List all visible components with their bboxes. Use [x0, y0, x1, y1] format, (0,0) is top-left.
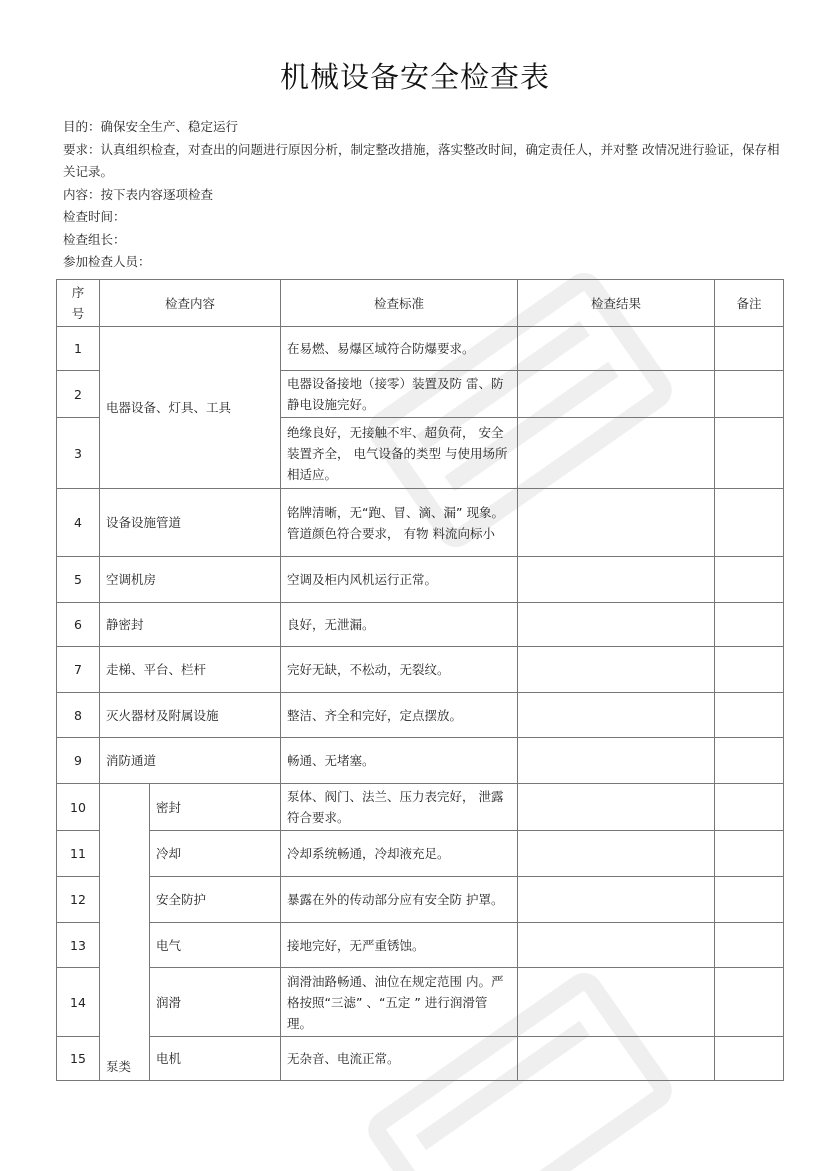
row-content: 安全防护	[150, 877, 281, 923]
result-cell[interactable]	[518, 647, 715, 693]
row-no: 8	[57, 693, 100, 738]
remark-cell[interactable]	[715, 603, 784, 647]
result-cell[interactable]	[518, 693, 715, 738]
row-content: 电气	[150, 923, 281, 968]
row-standard: 泵体、阀门、法兰、压力表完好， 泄露符合要求。	[281, 784, 518, 831]
table-header-row	[57, 280, 784, 327]
row-standard: 完好无缺，不松动，无裂纹。	[281, 647, 518, 693]
row-no: 3	[57, 418, 100, 489]
intro-content: 内容：按下表内容逐项检查	[63, 186, 214, 202]
row-no: 4	[57, 489, 100, 557]
group-pump: 泵类	[100, 784, 150, 1081]
remark-cell[interactable]	[715, 371, 784, 418]
result-cell[interactable]	[518, 603, 715, 647]
row-content: 设备设施管道	[100, 489, 281, 557]
table-row	[57, 923, 784, 968]
row-standard: 润滑油路畅通、油位在规定范围 内。严格按照“三滤” 、“五定 ” 进行润滑管理。	[281, 968, 518, 1037]
row-content: 走梯、平台、栏杆	[100, 647, 281, 693]
remark-cell[interactable]	[715, 327, 784, 371]
intro-participants: 参加检查人员：	[63, 254, 151, 269]
result-cell[interactable]	[518, 557, 715, 603]
table-row	[57, 647, 784, 693]
remark-cell[interactable]	[715, 877, 784, 923]
row-no: 2	[57, 371, 100, 418]
row-standard: 空调及柜内风机运行正常。	[281, 557, 518, 603]
remark-cell[interactable]	[715, 784, 784, 831]
row-no: 15	[57, 1037, 100, 1081]
table-row	[57, 738, 784, 784]
row-standard: 无杂音、电流正常。	[281, 1037, 518, 1081]
result-cell[interactable]	[518, 738, 715, 784]
result-cell[interactable]	[518, 327, 715, 371]
group-electrical: 电器设备、灯具、工具	[100, 327, 281, 489]
intro-purpose: 目的：确保安全生产、稳定运行	[63, 119, 239, 134]
row-standard: 电器设备接地（接零）装置及防 雷、防静电设施完好。	[281, 371, 518, 418]
row-standard: 整洁、齐全和完好，定点摆放。	[281, 693, 518, 738]
header-remark: 备注	[715, 280, 784, 327]
intro-team-leader: 检查组长：	[63, 231, 126, 247]
result-cell[interactable]	[518, 923, 715, 968]
table-row	[57, 968, 784, 1037]
remark-cell[interactable]	[715, 693, 784, 738]
row-standard: 接地完好，无严重锈蚀。	[281, 923, 518, 968]
remark-cell[interactable]	[715, 831, 784, 877]
remark-cell[interactable]	[715, 1037, 784, 1081]
row-no: 6	[57, 603, 100, 647]
table-row	[57, 327, 784, 371]
result-cell[interactable]	[518, 418, 715, 489]
row-content: 冷却	[150, 831, 281, 877]
table-row	[57, 784, 784, 831]
document-title: 机械设备安全检查表	[279, 60, 550, 94]
remark-cell[interactable]	[715, 923, 784, 968]
row-no: 7	[57, 647, 100, 693]
row-content: 空调机房	[100, 557, 281, 603]
row-standard: 铭牌清晰，无“跑、冒、滴、漏” 现象。管道颜色符合要求， 有物 料流向标小	[281, 489, 518, 557]
row-content: 消防通道	[100, 738, 281, 784]
result-cell[interactable]	[518, 784, 715, 831]
header-result: 检查结果	[518, 280, 715, 327]
remark-cell[interactable]	[715, 968, 784, 1037]
header-standard: 检查标准	[281, 280, 518, 327]
result-cell[interactable]	[518, 968, 715, 1037]
table-row	[57, 603, 784, 647]
remark-cell[interactable]	[715, 738, 784, 784]
result-cell[interactable]	[518, 877, 715, 923]
result-cell[interactable]	[518, 371, 715, 418]
row-content: 电机	[150, 1037, 281, 1081]
table-row	[57, 557, 784, 603]
remark-cell[interactable]	[715, 489, 784, 557]
result-cell[interactable]	[518, 831, 715, 877]
table-row	[57, 489, 784, 557]
row-content: 润滑	[150, 968, 281, 1037]
remark-cell[interactable]	[715, 418, 784, 489]
intro-requirements: 要求：认真组织检查，对查出的问题进行原因分析，制定整改措施，落实整改时间，确定责任人，并对整 改情况进行验证，保存相关记录。	[63, 141, 780, 179]
result-cell[interactable]	[518, 1037, 715, 1081]
row-standard: 畅通、无堵塞。	[281, 738, 518, 784]
row-no: 13	[57, 923, 100, 968]
table-row	[57, 877, 784, 923]
header-no: 序号	[57, 280, 100, 327]
row-content: 静密封	[100, 603, 281, 647]
row-standard: 在易燃、易爆区域符合防爆要求。	[281, 327, 518, 371]
table-row	[57, 693, 784, 738]
row-no: 12	[57, 877, 100, 923]
row-no: 11	[57, 831, 100, 877]
result-cell[interactable]	[518, 489, 715, 557]
remark-cell[interactable]	[715, 557, 784, 603]
inspection-table	[56, 279, 784, 1081]
row-content: 灭火器材及附属设施	[100, 693, 281, 738]
row-standard: 暴露在外的传动部分应有安全防 护罩。	[281, 877, 518, 923]
row-content: 密封	[150, 784, 281, 831]
row-no: 14	[57, 968, 100, 1037]
remark-cell[interactable]	[715, 647, 784, 693]
intro-section	[63, 116, 783, 274]
table-row	[57, 1037, 784, 1081]
row-no: 10	[57, 784, 100, 831]
row-no: 5	[57, 557, 100, 603]
row-no: 1	[57, 327, 100, 371]
table-row	[57, 831, 784, 877]
row-standard: 良好，无泄漏。	[281, 603, 518, 647]
row-no: 9	[57, 738, 100, 784]
row-standard: 绝缘良好，无接触不牢、超负荷， 安全装置齐全， 电气设备的类型 与使用场所相适应。	[281, 418, 518, 489]
header-content: 检查内容	[100, 280, 281, 327]
row-standard: 冷却系统畅通，冷却液充足。	[281, 831, 518, 877]
intro-check-time: 检查时间：	[63, 209, 126, 224]
